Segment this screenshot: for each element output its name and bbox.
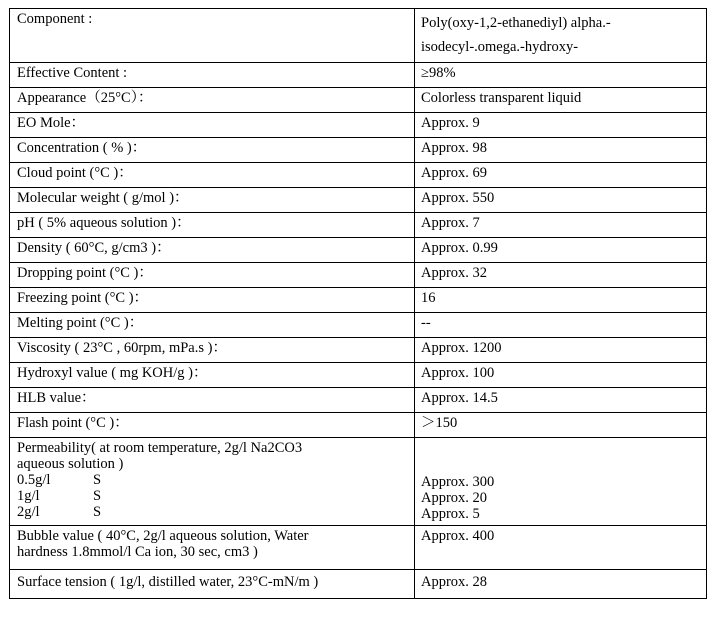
table-row bbox=[10, 138, 707, 163]
property-label: Viscosity ( 23°C , 60rpm, mPa.s )： bbox=[10, 338, 415, 363]
permeability-value: Approx. 5 bbox=[421, 506, 480, 522]
permeability-unit: S bbox=[93, 504, 102, 520]
permeability-unit: S bbox=[93, 472, 102, 488]
component-value bbox=[415, 9, 707, 63]
property-label: Flash point (°C )： bbox=[10, 413, 415, 438]
permeability-label-cell bbox=[10, 438, 415, 526]
property-value: -- bbox=[415, 313, 707, 338]
property-label: Cloud point (°C )： bbox=[10, 163, 415, 188]
property-label: Density ( 60°C, g/cm3 )： bbox=[10, 238, 415, 263]
table-row bbox=[10, 363, 707, 388]
property-label: Melting point (°C )： bbox=[10, 313, 415, 338]
table-row bbox=[10, 213, 707, 238]
table-row bbox=[10, 388, 707, 413]
property-label: Hydroxyl value ( mg KOH/g )： bbox=[10, 363, 415, 388]
table-row bbox=[10, 163, 707, 188]
component-label: Component : bbox=[10, 9, 415, 63]
property-label: Concentration ( % )： bbox=[10, 138, 415, 163]
property-value: Approx. 14.5 bbox=[415, 388, 707, 413]
permeability-value: Approx. 300 bbox=[421, 474, 495, 490]
table-row-component bbox=[10, 9, 707, 63]
property-label: Effective Content : bbox=[10, 63, 415, 88]
property-value: Approx. 100 bbox=[415, 363, 707, 388]
bubble-label-line2: hardness 1.8mmol/l Ca ion, 30 sec, cm3 ) bbox=[17, 544, 258, 560]
property-value: Colorless transparent liquid bbox=[415, 88, 707, 113]
table-row-bubble bbox=[10, 526, 707, 570]
spec-table bbox=[9, 8, 707, 599]
table-row bbox=[10, 263, 707, 288]
property-value: Approx. 1200 bbox=[415, 338, 707, 363]
property-value: Approx. 32 bbox=[415, 263, 707, 288]
property-value: ≥98% bbox=[415, 63, 707, 88]
property-label: HLB value： bbox=[10, 388, 415, 413]
table-row bbox=[10, 238, 707, 263]
permeability-label-line2: aqueous solution ) bbox=[17, 456, 124, 472]
property-value: ＞150 bbox=[415, 413, 707, 438]
permeability-spacer bbox=[421, 440, 699, 474]
property-value: Approx. 7 bbox=[415, 213, 707, 238]
property-label: Molecular weight ( g/mol )： bbox=[10, 188, 415, 213]
bubble-label-cell bbox=[10, 526, 415, 570]
property-label: Dropping point (°C )： bbox=[10, 263, 415, 288]
property-label: Appearance（25°C）： bbox=[10, 88, 415, 113]
bubble-label-line1: Bubble value ( 40°C, 2g/l aqueous solution, Water bbox=[17, 528, 309, 544]
table-row bbox=[10, 63, 707, 88]
table-row bbox=[10, 188, 707, 213]
property-value: Approx. 98 bbox=[415, 138, 707, 163]
permeability-label-line1: Permeability( at room temperature, 2g/l Na2CO3 bbox=[17, 440, 303, 456]
permeability-conc: 2g/l bbox=[17, 504, 40, 520]
property-value: Approx. 9 bbox=[415, 113, 707, 138]
table-row-surface-tension bbox=[10, 570, 707, 599]
component-value-line2: isodecyl-.omega.-hydroxy- bbox=[421, 39, 579, 55]
bubble-value: Approx. 400 bbox=[415, 526, 707, 570]
property-value: Approx. 550 bbox=[415, 188, 707, 213]
component-value-line1: Poly(oxy-1,2-ethanediyl) alpha.- bbox=[421, 15, 611, 31]
property-value: Approx. 69 bbox=[415, 163, 707, 188]
surface-tension-value: Approx. 28 bbox=[415, 570, 707, 599]
table-row bbox=[10, 113, 707, 138]
permeability-unit: S bbox=[93, 488, 102, 504]
table-row bbox=[10, 338, 707, 363]
table-row bbox=[10, 413, 707, 438]
property-label: Freezing point (°C )： bbox=[10, 288, 415, 313]
property-label: EO Mole： bbox=[10, 113, 415, 138]
table-row bbox=[10, 88, 707, 113]
property-value: Approx. 0.99 bbox=[415, 238, 707, 263]
property-value: 16 bbox=[415, 288, 707, 313]
table-row-permeability bbox=[10, 438, 707, 526]
permeability-item bbox=[17, 504, 407, 520]
permeability-item bbox=[17, 472, 407, 488]
permeability-value-cell bbox=[415, 438, 707, 526]
permeability-conc: 0.5g/l bbox=[17, 472, 51, 488]
table-row bbox=[10, 313, 707, 338]
table-row bbox=[10, 288, 707, 313]
surface-tension-label: Surface tension ( 1g/l, distilled water, 23°C-mN/m ) bbox=[10, 570, 415, 599]
permeability-value: Approx. 20 bbox=[421, 490, 488, 506]
permeability-conc: 1g/l bbox=[17, 488, 40, 504]
property-label: pH ( 5% aqueous solution )： bbox=[10, 213, 415, 238]
permeability-item bbox=[17, 488, 407, 504]
